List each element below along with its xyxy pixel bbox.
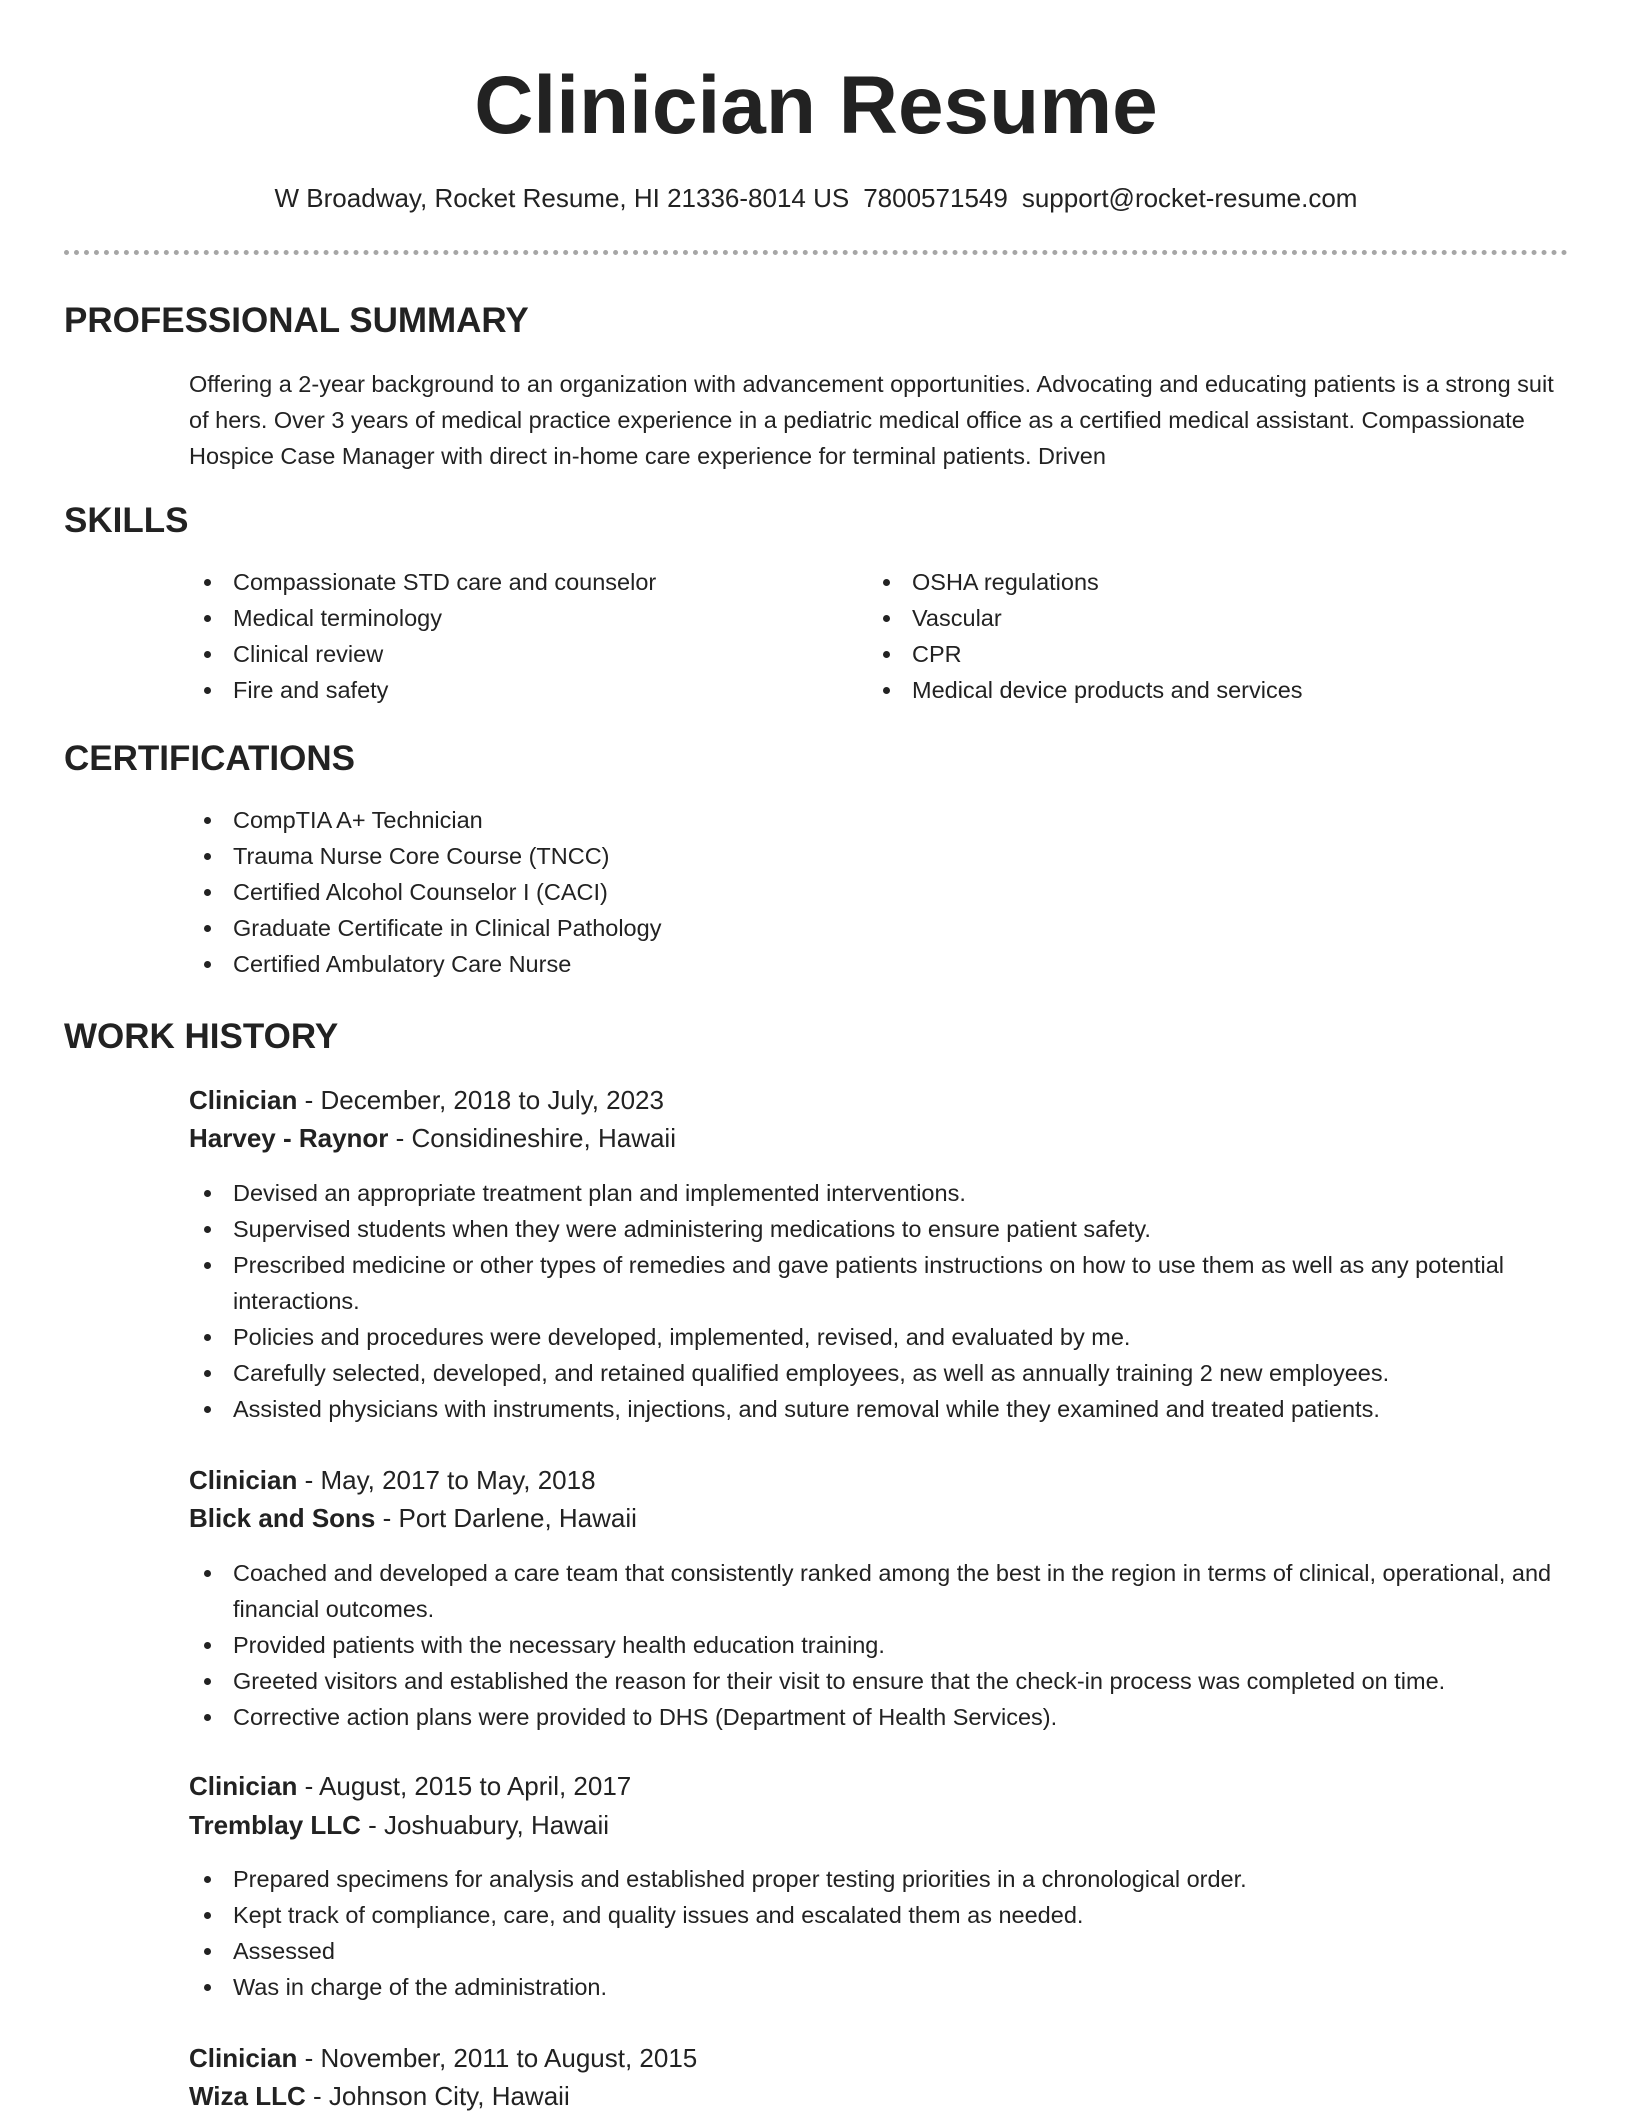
job-bullet: Devised an appropriate treatment plan and implemented interventions.	[189, 1175, 1509, 1211]
job-dates: - November, 2011 to August, 2015	[297, 2043, 698, 2073]
job-location: - Johnson City, Hawaii	[305, 2081, 570, 2111]
certification-item: Graduate Certificate in Clinical Pathology	[189, 910, 1569, 946]
work-history-heading: WORK HISTORY	[64, 1017, 339, 1056]
job-bullet: Prepared specimens for analysis and established proper testing priorities in a chronological order.	[189, 1861, 1569, 1897]
job-title: Clinician	[189, 1771, 298, 1801]
skill-item: Vascular	[868, 600, 1548, 636]
certifications-list	[189, 802, 1569, 982]
skill-item: Compassionate STD care and counselor	[189, 564, 829, 600]
job-bullets	[189, 1861, 1569, 2005]
job-bullet: Supervised students when they were administering medications to ensure patient safety.	[189, 1211, 1509, 1247]
job-bullet: Carefully selected, developed, and retained qualified employees, as well as annually training 2 new employees.	[189, 1355, 1509, 1391]
skill-item: OSHA regulations	[868, 564, 1548, 600]
summary-text: Offering a 2-year background to an organization with advancement opportunities. Advocating and educating patients is a strong suit of hers. Over 3 years of medical practice experience in a pediatric medical office as a certified medical assistant. Compassionate Hospice Case Manager with direct in-home care experience for terminal patients. Driven	[189, 371, 1554, 469]
contact-email[interactable]: support@rocket-resume.com	[1021, 183, 1358, 213]
job-company-line	[189, 2077, 570, 2115]
job-bullet: Prescribed medicine or other types of remedies and gave patients instructions on how to use them as well as any potential interactions.	[189, 1247, 1509, 1319]
job-company: Wiza LLC	[189, 2081, 306, 2111]
skills-heading: SKILLS	[64, 501, 189, 540]
job-bullet: Was in charge of the administration.	[189, 1969, 1569, 2005]
job-title-line	[189, 1767, 631, 1805]
job-bullet: Kept track of compliance, care, and quality issues and escalated them as needed.	[189, 1897, 1569, 1933]
job-title: Clinician	[189, 1465, 298, 1495]
skill-item: Clinical review	[189, 636, 829, 672]
job-bullet: Coached and developed a care team that consistently ranked among the best in the region in terms of clinical, operational, and financial outcomes.	[189, 1555, 1569, 1627]
skill-item: CPR	[868, 636, 1548, 672]
job-company: Blick and Sons	[189, 1503, 376, 1533]
job-dates: - August, 2015 to April, 2017	[297, 1771, 632, 1801]
job-bullet: Assisted physicians with instruments, injections, and suture removal while they examined and treated patients.	[189, 1391, 1509, 1427]
skill-item: Medical device products and services	[868, 672, 1548, 708]
job-location: - Considineshire, Hawaii	[388, 1123, 676, 1153]
job-bullet: Corrective action plans were provided to DHS (Department of Health Services).	[189, 1699, 1569, 1735]
job-dates: - December, 2018 to July, 2023	[297, 1085, 664, 1115]
certification-item: CompTIA A+ Technician	[189, 802, 1569, 838]
job-bullet: Policies and procedures were developed, implemented, revised, and evaluated by me.	[189, 1319, 1509, 1355]
skill-item: Medical terminology	[189, 600, 829, 636]
job-company-line	[189, 1499, 637, 1537]
job-company: Tremblay LLC	[189, 1810, 361, 1840]
contact-address: W Broadway, Rocket Resume, HI 21336-8014 US	[274, 183, 850, 213]
job-title-line	[189, 1461, 596, 1499]
job-bullet: Greeted visitors and established the reason for their visit to ensure that the check-in process was completed on time.	[189, 1663, 1569, 1699]
contact-phone: 7800571549	[863, 183, 1008, 213]
certification-item: Certified Alcohol Counselor I (CACI)	[189, 874, 1569, 910]
job-location: - Joshuabury, Hawaii	[360, 1810, 610, 1840]
header-divider	[64, 250, 1568, 255]
certifications-heading: CERTIFICATIONS	[64, 739, 356, 778]
skill-item: Fire and safety	[189, 672, 829, 708]
job-bullet: Assessed	[189, 1933, 1569, 1969]
job-bullets	[189, 1555, 1569, 1735]
job-bullets	[189, 1175, 1509, 1427]
certification-item: Trauma Nurse Core Course (TNCC)	[189, 838, 1569, 874]
page-title: Clinician Resume	[474, 60, 1158, 151]
skills-list-right	[868, 564, 1548, 708]
job-company-line	[189, 1119, 676, 1157]
job-title-line	[189, 1081, 664, 1119]
certification-item: Certified Ambulatory Care Nurse	[189, 946, 1569, 982]
job-title: Clinician	[189, 2043, 298, 2073]
summary-heading: PROFESSIONAL SUMMARY	[64, 301, 529, 340]
contact-line	[0, 180, 1632, 216]
job-dates: - May, 2017 to May, 2018	[297, 1465, 596, 1495]
job-title: Clinician	[189, 1085, 298, 1115]
job-title-line	[189, 2039, 697, 2077]
job-location: - Port Darlene, Hawaii	[375, 1503, 637, 1533]
job-bullet: Provided patients with the necessary health education training.	[189, 1627, 1569, 1663]
skills-list-left	[189, 564, 829, 708]
job-company-line	[189, 1806, 609, 1844]
job-company: Harvey - Raynor	[189, 1123, 389, 1153]
